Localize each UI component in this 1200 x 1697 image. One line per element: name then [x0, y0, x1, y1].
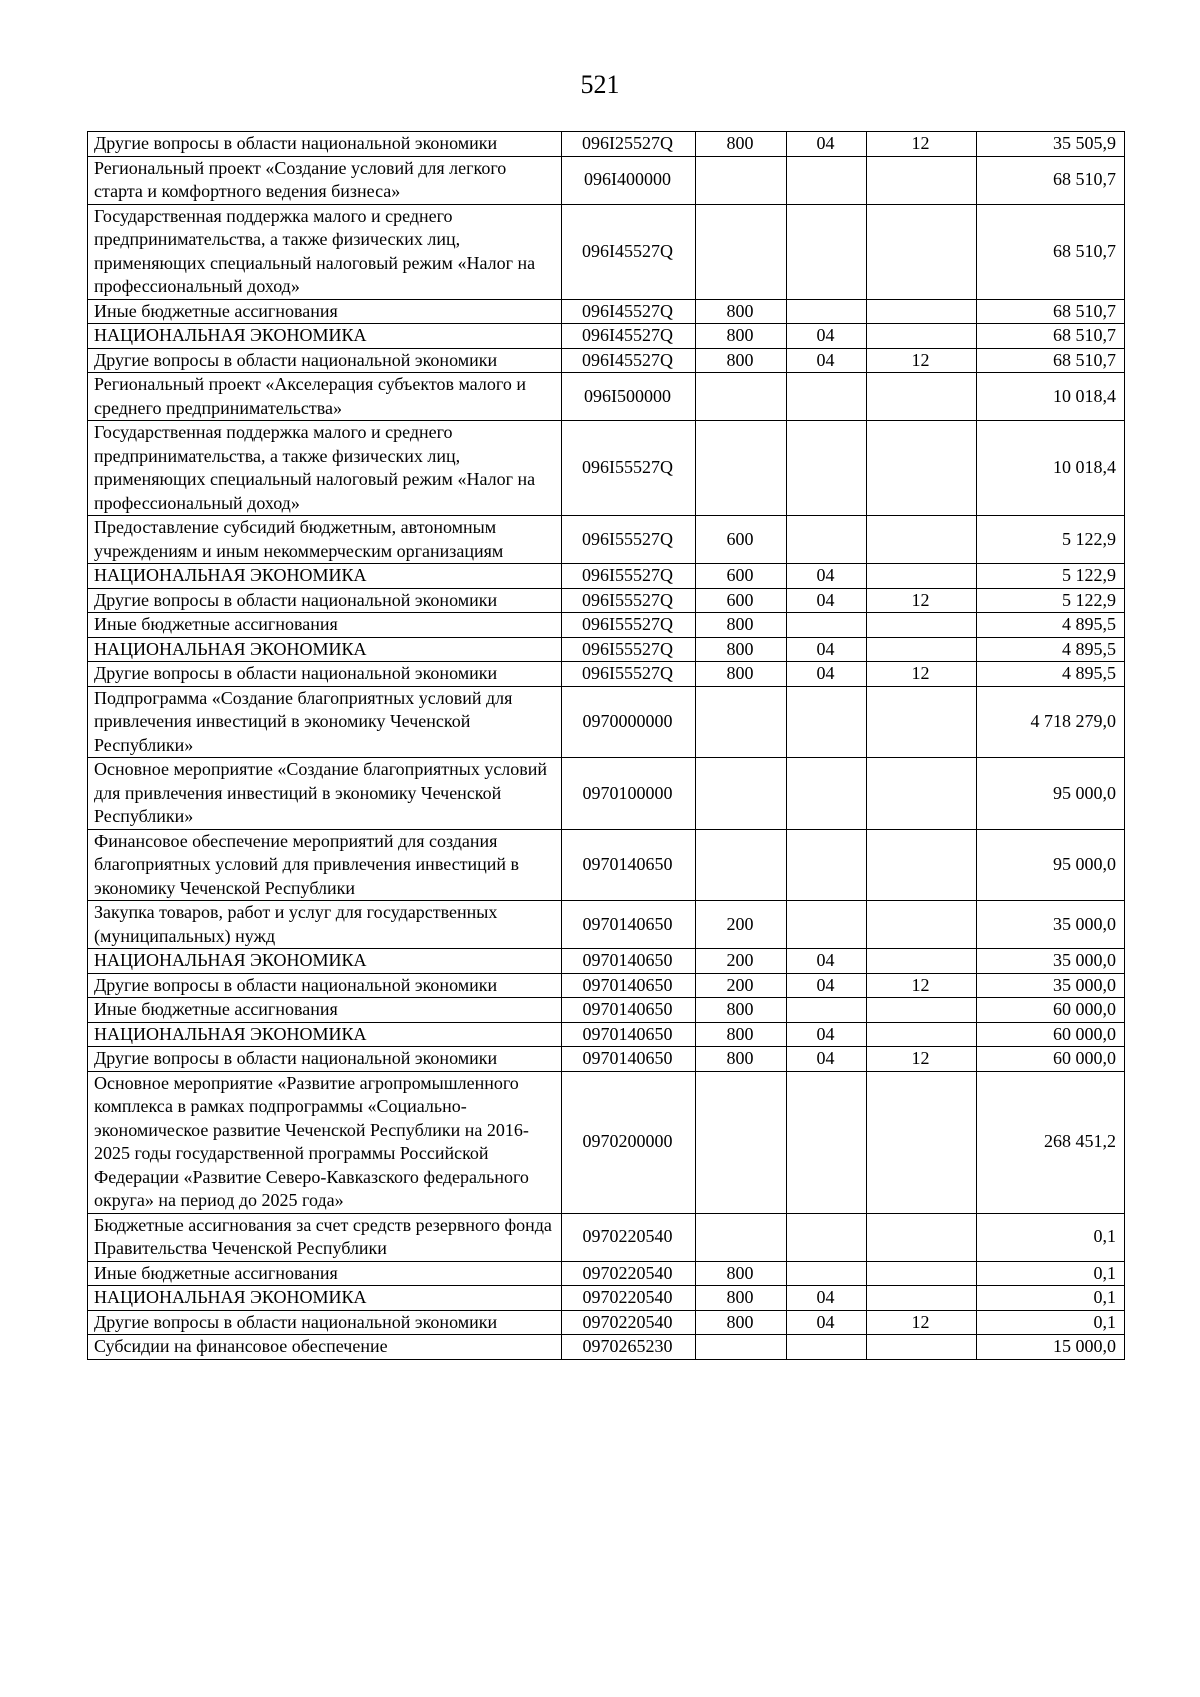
table-row [88, 588, 1125, 613]
budget-table-body [88, 132, 1125, 1360]
table-row [88, 998, 1125, 1023]
row-subsection: 12 [867, 1310, 977, 1335]
row-expense-type: 800 [696, 1022, 787, 1047]
row-target-code: 096I55527Q [562, 588, 696, 613]
row-expense-type [696, 1213, 787, 1261]
row-name: Бюджетные ассигнования за счет средств резервного фонда Правительства Чеченской Республики [88, 1213, 562, 1261]
row-expense-type: 200 [696, 949, 787, 974]
row-section: 04 [787, 949, 867, 974]
row-subsection [867, 421, 977, 516]
row-section [787, 516, 867, 564]
row-amount: 35 000,0 [977, 901, 1125, 949]
table-row [88, 949, 1125, 974]
row-amount: 35 000,0 [977, 973, 1125, 998]
row-expense-type: 800 [696, 1047, 787, 1072]
row-section [787, 204, 867, 299]
row-target-code: 096I55527Q [562, 564, 696, 589]
row-amount: 4 895,5 [977, 613, 1125, 638]
row-section [787, 299, 867, 324]
row-subsection [867, 613, 977, 638]
row-target-code: 0970265230 [562, 1335, 696, 1360]
table-row [88, 348, 1125, 373]
row-target-code: 096I55527Q [562, 662, 696, 687]
row-target-code: 0970140650 [562, 1022, 696, 1047]
row-amount: 35 505,9 [977, 132, 1125, 157]
row-section [787, 613, 867, 638]
row-subsection [867, 204, 977, 299]
row-expense-type [696, 829, 787, 901]
row-name: НАЦИОНАЛЬНАЯ ЭКОНОМИКА [88, 1022, 562, 1047]
row-subsection [867, 1286, 977, 1311]
table-row [88, 516, 1125, 564]
table-row [88, 132, 1125, 157]
table-row [88, 421, 1125, 516]
row-expense-type: 800 [696, 299, 787, 324]
row-subsection [867, 324, 977, 349]
row-subsection: 12 [867, 1047, 977, 1072]
row-section [787, 829, 867, 901]
row-amount: 60 000,0 [977, 1047, 1125, 1072]
row-expense-type: 600 [696, 564, 787, 589]
row-target-code: 0970220540 [562, 1213, 696, 1261]
row-target-code: 0970220540 [562, 1261, 696, 1286]
row-amount: 68 510,7 [977, 348, 1125, 373]
row-expense-type: 800 [696, 998, 787, 1023]
row-expense-type: 800 [696, 1261, 787, 1286]
row-amount: 68 510,7 [977, 324, 1125, 349]
row-section [787, 686, 867, 758]
row-expense-type: 800 [696, 637, 787, 662]
row-subsection [867, 686, 977, 758]
row-target-code: 096I55527Q [562, 516, 696, 564]
row-amount: 60 000,0 [977, 998, 1125, 1023]
row-expense-type [696, 156, 787, 204]
row-expense-type: 200 [696, 901, 787, 949]
row-name: Другие вопросы в области национальной экономики [88, 348, 562, 373]
row-amount: 60 000,0 [977, 1022, 1125, 1047]
row-subsection [867, 949, 977, 974]
row-expense-type: 800 [696, 132, 787, 157]
row-name: Финансовое обеспечение мероприятий для создания благоприятных условий для привлечения инвестиций в экономику Чеченской Республики [88, 829, 562, 901]
table-row [88, 686, 1125, 758]
row-subsection [867, 1213, 977, 1261]
row-amount: 5 122,9 [977, 516, 1125, 564]
row-subsection: 12 [867, 132, 977, 157]
row-name: Субсидии на финансовое обеспечение [88, 1335, 562, 1360]
row-expense-type [696, 204, 787, 299]
row-name: Другие вопросы в области национальной экономики [88, 1310, 562, 1335]
row-target-code: 0970140650 [562, 949, 696, 974]
row-section: 04 [787, 324, 867, 349]
table-row [88, 156, 1125, 204]
row-name: Другие вопросы в области национальной экономики [88, 1047, 562, 1072]
table-row [88, 1335, 1125, 1360]
row-section [787, 901, 867, 949]
row-expense-type: 800 [696, 662, 787, 687]
row-subsection: 12 [867, 588, 977, 613]
row-name: Региональный проект «Создание условий для легкого старта и комфортного ведения бизнеса» [88, 156, 562, 204]
table-row [88, 373, 1125, 421]
row-target-code: 0970140650 [562, 998, 696, 1023]
row-target-code: 0970140650 [562, 1047, 696, 1072]
row-target-code: 0970220540 [562, 1286, 696, 1311]
row-section [787, 998, 867, 1023]
row-subsection [867, 373, 977, 421]
row-subsection: 12 [867, 973, 977, 998]
row-amount: 35 000,0 [977, 949, 1125, 974]
row-name: Закупка товаров, работ и услуг для государственных (муниципальных) нужд [88, 901, 562, 949]
row-name: Иные бюджетные ассигнования [88, 998, 562, 1023]
row-expense-type: 800 [696, 324, 787, 349]
table-row [88, 637, 1125, 662]
row-subsection [867, 1261, 977, 1286]
row-target-code: 096I500000 [562, 373, 696, 421]
row-expense-type: 800 [696, 613, 787, 638]
row-target-code: 096I55527Q [562, 421, 696, 516]
table-row [88, 1286, 1125, 1311]
row-expense-type: 600 [696, 588, 787, 613]
row-name: Подпрограмма «Создание благоприятных условий для привлечения инвестиций в экономику Чеченской Республики» [88, 686, 562, 758]
row-section: 04 [787, 1310, 867, 1335]
row-section: 04 [787, 588, 867, 613]
row-section: 04 [787, 1286, 867, 1311]
row-name: Предоставление субсидий бюджетным, автономным учреждениям и иным некоммерческим организациям [88, 516, 562, 564]
row-name: Основное мероприятие «Развитие агропромышленного комплекса в рамках подпрограммы «Социально-экономическое развитие Чеченской Республики на 2016-2025 годы государственной программы Российской Федерации «Развитие Северо-Кавказского федерального округа» на период до 2025 года» [88, 1071, 562, 1213]
row-target-code: 096I55527Q [562, 613, 696, 638]
row-expense-type: 800 [696, 1310, 787, 1335]
row-amount: 5 122,9 [977, 588, 1125, 613]
row-expense-type [696, 1071, 787, 1213]
row-name: НАЦИОНАЛЬНАЯ ЭКОНОМИКА [88, 637, 562, 662]
row-name: НАЦИОНАЛЬНАЯ ЭКОНОМИКА [88, 324, 562, 349]
table-row [88, 829, 1125, 901]
table-row [88, 564, 1125, 589]
table-row [88, 1261, 1125, 1286]
row-section [787, 1335, 867, 1360]
row-section [787, 1213, 867, 1261]
row-expense-type [696, 373, 787, 421]
row-amount: 0,1 [977, 1261, 1125, 1286]
row-target-code: 096I45527Q [562, 299, 696, 324]
row-subsection [867, 299, 977, 324]
page-number: 521 [580, 70, 620, 99]
row-section [787, 373, 867, 421]
row-target-code: 0970140650 [562, 973, 696, 998]
table-row [88, 1071, 1125, 1213]
row-section: 04 [787, 348, 867, 373]
table-row [88, 973, 1125, 998]
row-amount: 4 895,5 [977, 637, 1125, 662]
row-section: 04 [787, 564, 867, 589]
row-expense-type [696, 686, 787, 758]
row-expense-type [696, 421, 787, 516]
row-target-code: 0970100000 [562, 758, 696, 830]
table-row [88, 204, 1125, 299]
row-section: 04 [787, 132, 867, 157]
row-section [787, 1261, 867, 1286]
row-name: Иные бюджетные ассигнования [88, 1261, 562, 1286]
row-target-code: 096I55527Q [562, 637, 696, 662]
row-name: Иные бюджетные ассигнования [88, 299, 562, 324]
budget-table [87, 131, 1125, 1360]
table-row [88, 901, 1125, 949]
table-row [88, 1047, 1125, 1072]
row-target-code: 096I400000 [562, 156, 696, 204]
row-name: НАЦИОНАЛЬНАЯ ЭКОНОМИКА [88, 1286, 562, 1311]
row-name: Государственная поддержка малого и среднего предпринимательства, а также физических лиц, применяющих специальный налоговый режим «Налог на профессиональный доход» [88, 204, 562, 299]
row-expense-type: 800 [696, 348, 787, 373]
table-row [88, 299, 1125, 324]
row-amount: 68 510,7 [977, 299, 1125, 324]
row-expense-type: 600 [696, 516, 787, 564]
row-subsection [867, 901, 977, 949]
row-target-code: 0970140650 [562, 901, 696, 949]
row-expense-type [696, 1335, 787, 1360]
row-subsection [867, 156, 977, 204]
row-subsection: 12 [867, 662, 977, 687]
row-name: Другие вопросы в области национальной экономики [88, 588, 562, 613]
row-amount: 0,1 [977, 1213, 1125, 1261]
row-amount: 95 000,0 [977, 758, 1125, 830]
row-subsection [867, 758, 977, 830]
row-target-code: 096I45527Q [562, 348, 696, 373]
row-section [787, 758, 867, 830]
row-section: 04 [787, 1047, 867, 1072]
row-name: Другие вопросы в области национальной экономики [88, 973, 562, 998]
row-amount: 0,1 [977, 1286, 1125, 1311]
row-amount: 268 451,2 [977, 1071, 1125, 1213]
row-subsection [867, 998, 977, 1023]
row-name: Основное мероприятие «Создание благоприятных условий для привлечения инвестиций в экономику Чеченской Республики» [88, 758, 562, 830]
row-subsection [867, 516, 977, 564]
row-amount: 10 018,4 [977, 373, 1125, 421]
row-name: Региональный проект «Акселерация субъектов малого и среднего предпринимательства» [88, 373, 562, 421]
row-section: 04 [787, 637, 867, 662]
row-name: Иные бюджетные ассигнования [88, 613, 562, 638]
row-amount: 4 895,5 [977, 662, 1125, 687]
row-target-code: 0970200000 [562, 1071, 696, 1213]
row-expense-type: 200 [696, 973, 787, 998]
row-section: 04 [787, 973, 867, 998]
row-amount: 10 018,4 [977, 421, 1125, 516]
row-amount: 68 510,7 [977, 156, 1125, 204]
row-name: НАЦИОНАЛЬНАЯ ЭКОНОМИКА [88, 949, 562, 974]
row-subsection [867, 1022, 977, 1047]
row-amount: 5 122,9 [977, 564, 1125, 589]
row-subsection [867, 1335, 977, 1360]
row-amount: 68 510,7 [977, 204, 1125, 299]
row-subsection [867, 564, 977, 589]
row-section [787, 421, 867, 516]
row-subsection: 12 [867, 348, 977, 373]
row-target-code: 096I45527Q [562, 204, 696, 299]
row-name: Другие вопросы в области национальной экономики [88, 132, 562, 157]
row-target-code: 0970140650 [562, 829, 696, 901]
row-section: 04 [787, 662, 867, 687]
row-subsection [867, 637, 977, 662]
row-subsection [867, 829, 977, 901]
table-row [88, 758, 1125, 830]
row-section [787, 1071, 867, 1213]
row-target-code: 0970000000 [562, 686, 696, 758]
table-row [88, 1310, 1125, 1335]
row-name: Государственная поддержка малого и среднего предпринимательства, а также физических лиц, применяющих специальный налоговый режим «Налог на профессиональный доход» [88, 421, 562, 516]
row-name: Другие вопросы в области национальной экономики [88, 662, 562, 687]
row-expense-type: 800 [696, 1286, 787, 1311]
table-row [88, 1213, 1125, 1261]
row-subsection [867, 1071, 977, 1213]
row-name: НАЦИОНАЛЬНАЯ ЭКОНОМИКА [88, 564, 562, 589]
row-amount: 4 718 279,0 [977, 686, 1125, 758]
row-amount: 15 000,0 [977, 1335, 1125, 1360]
table-row [88, 324, 1125, 349]
table-row [88, 662, 1125, 687]
row-section [787, 156, 867, 204]
row-target-code: 096I45527Q [562, 324, 696, 349]
row-expense-type [696, 758, 787, 830]
table-row [88, 613, 1125, 638]
row-section: 04 [787, 1022, 867, 1047]
row-target-code: 096I25527Q [562, 132, 696, 157]
row-amount: 95 000,0 [977, 829, 1125, 901]
row-target-code: 0970220540 [562, 1310, 696, 1335]
row-amount: 0,1 [977, 1310, 1125, 1335]
table-row [88, 1022, 1125, 1047]
